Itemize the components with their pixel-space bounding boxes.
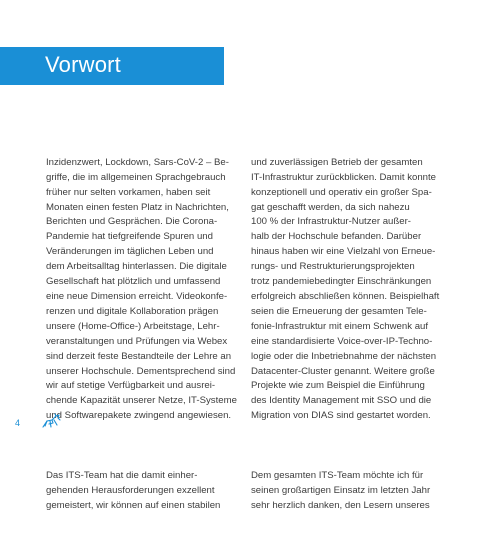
page-number: 4 — [15, 418, 21, 428]
left-paragraph-2: Das ITS-Team hat die damit einher- gehenden Herausforderungen exzellent gemeistert, wir können auf einen stabilen — [46, 469, 221, 511]
title-band — [0, 47, 224, 85]
page-title: Vorwort — [45, 52, 121, 77]
right-paragraph-2: Dem gesamten ITS-Team möchte ich für seinen großartigen Einsatz im letzten Jahr sehr herzlich danken, den Lesern unseres — [251, 469, 431, 511]
left-column — [46, 126, 237, 544]
horse-logo-icon — [40, 412, 62, 432]
right-column — [251, 126, 439, 544]
left-paragraph-1: Inzidenzwert, Lockdown, Sars-CoV-2 – Be- griffe, die im allgemeinen Sprachgebrauch früher nur selten vorkamen, haben seit Monaten einen festen Platz in Nachrichten, Berichten und Gesprächen. Die Corona- Pandemie hat tiefgreifende Spuren und Veränderungen im täglichen Leben und dem Arbeitsalltag hinterlassen. Die digitale Gesellschaft hat plötzlich und umfassend eine neue Dimension erreicht. Videokonfe- renzen und digitale Kollaboration prägen unsere (Home-Office-) Arbeitstage, Lehr- veranstaltungen und Prüfungen via Webex sind derzeit feste Bestandteile der Lehre an unserer Hochschule. Dementsprechend sind wir auf stetige Verfügbarkeit und ausrei- chende Kapazität unserer Netze, IT-Systeme und Softwarepakete zwingend angewiesen. — [46, 156, 237, 422]
right-paragraph-1: und zuverlässigen Betrieb der gesamten IT-Infrastruktur zurückblicken. Damit konnte konzeptionell und operativ ein großer Spa- gat geschafft werden, da sich nahezu 100 % der Infrastruktur-Nutzer außer- halb der Hochschule befanden. Darüber hinaus haben wir eine Vielzahl von Erneue- rungs- und Restrukturierungsprojekten trotz pandemiebedingter Einschränkungen erfolgreich abschließen können. Beispielhaft seien die Erneuerung der gesamten Tele- fonie-Infrastruktur mit einem Schwenk auf eine standardisierte Voice-over-IP-Techno- logie oder die Inbetriebnahme der nächsten Datacenter-Cluster genannt. Weitere große Projekte wie zum Beispiel die Einführung des Identity Management mit SSO und die Migration von DIAS sind gestartet worden. — [251, 156, 440, 422]
